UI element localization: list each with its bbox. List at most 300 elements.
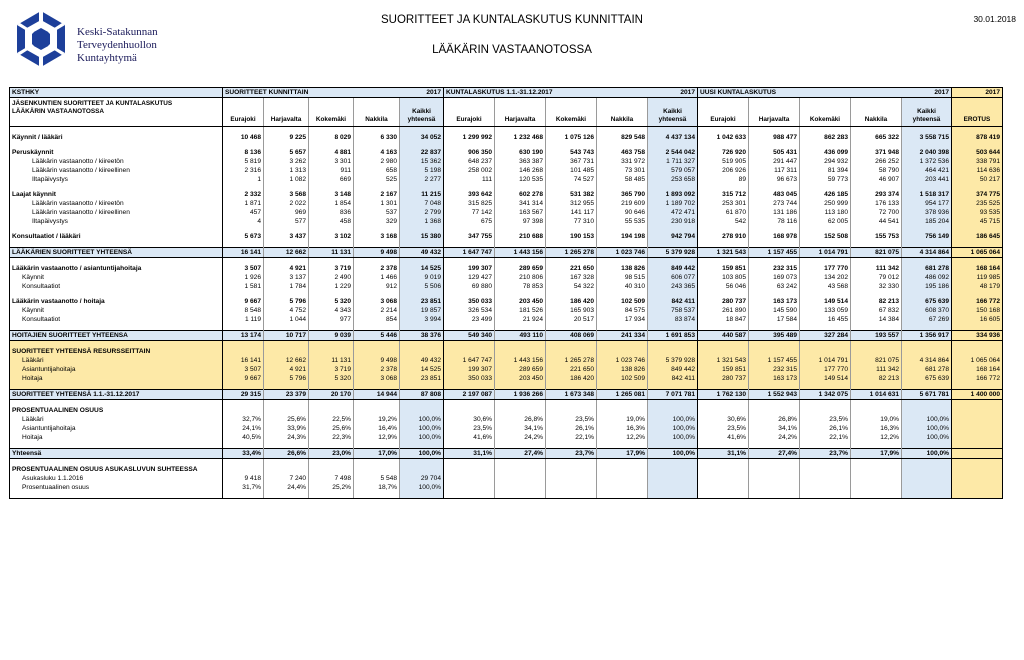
row-label: Iltapäivystys	[10, 175, 223, 184]
table-cell	[851, 465, 902, 474]
table-cell: 44 541	[851, 217, 902, 226]
table-cell: 23,5%	[444, 424, 495, 433]
table-cell: 26,1%	[546, 424, 597, 433]
table-cell: 50 217	[952, 175, 1003, 184]
table-cell: 46 907	[851, 175, 902, 184]
table-cell: 8 136	[223, 148, 264, 157]
table-cell	[264, 406, 309, 415]
table-cell: 9 498	[354, 248, 400, 258]
table-cell: 177 770	[800, 264, 851, 273]
table-cell	[309, 406, 354, 415]
table-cell: 5 819	[223, 157, 264, 166]
table-row	[10, 390, 1003, 400]
table-cell: 9 039	[309, 331, 354, 341]
table-cell: 842 411	[648, 374, 698, 383]
table-cell: 280 737	[698, 297, 749, 306]
table-cell: 166 772	[952, 374, 1003, 383]
table-cell: 5 320	[309, 297, 354, 306]
table-cell: 1 581	[223, 282, 264, 291]
table-cell: 486 092	[902, 273, 952, 282]
table-row	[10, 424, 1003, 433]
table-cell: 17,9%	[597, 449, 648, 459]
table-cell: 1 356 917	[902, 331, 952, 341]
column-header: EROTUS	[952, 98, 1003, 127]
table-cell	[495, 492, 546, 499]
table-cell	[851, 406, 902, 415]
row-label: Käynnit	[10, 306, 223, 315]
table-cell: 22 837	[400, 148, 444, 157]
table-cell: 1 711 327	[648, 157, 698, 166]
table-cell: 5 657	[264, 148, 309, 157]
table-cell	[648, 483, 698, 492]
table-cell	[597, 483, 648, 492]
row-label: Lääkärin vastaanotto / kiireetön	[10, 199, 223, 208]
table-cell: 31,7%	[223, 483, 264, 492]
table-cell: 169 073	[749, 273, 800, 282]
table-cell: 34,1%	[749, 424, 800, 433]
table-cell: 119 985	[952, 273, 1003, 282]
table-cell: 195 186	[902, 282, 952, 291]
table-cell: 149 514	[800, 374, 851, 383]
table-cell	[698, 406, 749, 415]
row-label: Yhteensä	[10, 449, 223, 459]
table-cell: 371 948	[851, 148, 902, 157]
table-cell: 138 826	[597, 365, 648, 374]
table-cell: 829 548	[597, 133, 648, 142]
table-cell: 363 387	[495, 157, 546, 166]
table-cell: 14 525	[400, 365, 444, 374]
table-cell: 74 527	[546, 175, 597, 184]
table-cell: 22,5%	[309, 415, 354, 424]
table-cell	[309, 492, 354, 499]
column-header-row	[10, 98, 1003, 127]
table-cell: 5 379 928	[648, 248, 698, 258]
table-cell: 608 370	[902, 306, 952, 315]
table-cell: 315 712	[698, 190, 749, 199]
table-cell: 131 186	[749, 208, 800, 217]
table-cell	[309, 465, 354, 474]
table-cell: 62 005	[800, 217, 851, 226]
table-cell	[400, 406, 444, 415]
table-cell	[597, 406, 648, 415]
row-label: Hoitaja	[10, 433, 223, 442]
table-cell: 758 537	[648, 306, 698, 315]
table-cell	[902, 483, 952, 492]
row-label: Konsultaatiot	[10, 315, 223, 324]
table-cell: 1 157 455	[749, 248, 800, 258]
table-cell: 149 514	[800, 297, 851, 306]
table-cell: 19,0%	[597, 415, 648, 424]
table-cell: 338 791	[952, 157, 1003, 166]
table-cell	[495, 465, 546, 474]
table-cell: 194 198	[597, 232, 648, 241]
table-cell: 14 384	[851, 315, 902, 324]
table-cell: 1 313	[264, 166, 309, 175]
row-label: Konsultaatiot / lääkäri	[10, 232, 223, 241]
table-cell	[952, 415, 1003, 424]
table-cell	[354, 492, 400, 499]
table-cell: 1	[223, 175, 264, 184]
column-header: Kokemäki	[309, 98, 354, 127]
report-header	[0, 0, 1024, 88]
table-cell: 329	[354, 217, 400, 226]
table-cell: 531 382	[546, 190, 597, 199]
table-cell: 24,2%	[495, 433, 546, 442]
table-cell: 100,0%	[648, 449, 698, 459]
table-cell: 58 790	[851, 166, 902, 175]
header-year-2: 2017	[648, 88, 698, 98]
table-cell	[952, 424, 1003, 433]
table-cell: 1 647 747	[444, 248, 495, 258]
row-label: Lääkärin vastaanotto / asiantuntijahoitaja	[10, 264, 223, 273]
table-cell: 630 190	[495, 148, 546, 157]
table-cell	[546, 483, 597, 492]
table-cell: 16 605	[952, 315, 1003, 324]
table-cell: 185 204	[902, 217, 952, 226]
table-cell: 100,0%	[400, 415, 444, 424]
table-cell: 181 526	[495, 306, 546, 315]
table-cell: 17,9%	[851, 449, 902, 459]
table-cell: 219 609	[597, 199, 648, 208]
column-header: Kaikki yhteensä	[400, 98, 444, 127]
table-cell: 19 857	[400, 306, 444, 315]
table-cell: 81 394	[800, 166, 851, 175]
header-year-4: 2017	[952, 88, 1003, 98]
table-cell: 1 023 746	[597, 356, 648, 365]
table-cell: 241 334	[597, 331, 648, 341]
table-cell: 549 340	[444, 331, 495, 341]
table-cell: 1 936 266	[495, 390, 546, 400]
table-cell: 365 790	[597, 190, 648, 199]
table-cell: 440 587	[698, 331, 749, 341]
table-cell: 681 278	[902, 264, 952, 273]
table-cell	[648, 406, 698, 415]
table-cell: 261 890	[698, 306, 749, 315]
table-cell: 542	[698, 217, 749, 226]
table-cell: 165 903	[546, 306, 597, 315]
table-cell: 12 662	[264, 356, 309, 365]
table-cell: 82 213	[851, 374, 902, 383]
table-cell: 493 110	[495, 331, 546, 341]
table-cell	[400, 492, 444, 499]
table-cell: 25,2%	[309, 483, 354, 492]
table-cell: 25,6%	[264, 415, 309, 424]
table-cell	[264, 347, 309, 356]
table-cell: 250 999	[800, 199, 851, 208]
table-cell: 16 141	[223, 248, 264, 258]
table-cell: 602 278	[495, 190, 546, 199]
table-cell: 326 534	[444, 306, 495, 315]
table-cell: 854	[354, 315, 400, 324]
table-cell: 19,2%	[354, 415, 400, 424]
table-cell: 1 044	[264, 315, 309, 324]
table-cell: 120 535	[495, 175, 546, 184]
top-header-row	[10, 88, 1003, 98]
table-cell: 17 584	[749, 315, 800, 324]
table-cell	[546, 406, 597, 415]
table-cell: 24,1%	[223, 424, 264, 433]
table-cell: 12,9%	[354, 433, 400, 442]
table-cell	[354, 347, 400, 356]
table-cell: 1 119	[223, 315, 264, 324]
table-cell: 24,2%	[749, 433, 800, 442]
table-row	[10, 433, 1003, 442]
table-cell: 159 851	[698, 264, 749, 273]
table-cell: 87 808	[400, 390, 444, 400]
table-cell: 3 168	[354, 232, 400, 241]
table-cell: 537	[354, 208, 400, 217]
table-cell: 525	[354, 175, 400, 184]
table-cell: 12,2%	[851, 433, 902, 442]
table-cell: 78 853	[495, 282, 546, 291]
table-cell: 1 157 455	[749, 356, 800, 365]
table-cell: 1 082	[264, 175, 309, 184]
table-cell	[749, 406, 800, 415]
table-cell: 10 468	[223, 133, 264, 142]
table-cell: 17 934	[597, 315, 648, 324]
table-cell: 4 881	[309, 148, 354, 157]
table-cell: 505 431	[749, 148, 800, 157]
row-label: Iltapäivystys	[10, 217, 223, 226]
table-cell: 203 450	[495, 297, 546, 306]
row-label	[10, 492, 223, 499]
table-cell: 367 731	[546, 157, 597, 166]
table-cell: 30,6%	[698, 415, 749, 424]
table-cell	[749, 465, 800, 474]
table-row	[10, 232, 1003, 241]
table-row	[10, 282, 1003, 291]
table-cell: 426 185	[800, 190, 851, 199]
table-cell: 350 033	[444, 297, 495, 306]
table-cell: 69 880	[444, 282, 495, 291]
table-cell: 9 667	[223, 297, 264, 306]
table-cell	[952, 406, 1003, 415]
table-cell: 32 330	[851, 282, 902, 291]
table-cell	[223, 406, 264, 415]
table-cell: 1 042 633	[698, 133, 749, 142]
table-cell	[851, 474, 902, 483]
table-cell: 89	[698, 175, 749, 184]
table-cell: 167 328	[546, 273, 597, 282]
table-cell: 969	[264, 208, 309, 217]
table-cell: 273 744	[749, 199, 800, 208]
table-cell: 3 148	[309, 190, 354, 199]
table-cell: 1 518 317	[902, 190, 952, 199]
table-cell	[223, 492, 264, 499]
row-label: PROSENTUAALINEN OSUUS	[10, 406, 223, 415]
report-table	[9, 87, 1003, 499]
table-cell: 4 921	[264, 365, 309, 374]
table-cell	[648, 465, 698, 474]
table-cell: 41,6%	[698, 433, 749, 442]
table-cell: 82 213	[851, 297, 902, 306]
table-cell: 2 277	[400, 175, 444, 184]
table-cell: 27,4%	[495, 449, 546, 459]
table-cell: 2 378	[354, 365, 400, 374]
table-cell: 3 068	[354, 374, 400, 383]
table-cell: 436 099	[800, 148, 851, 157]
table-cell: 23,7%	[800, 449, 851, 459]
table-cell: 24,4%	[264, 483, 309, 492]
table-row	[10, 315, 1003, 324]
table-cell: 155 753	[851, 232, 902, 241]
table-cell	[264, 465, 309, 474]
table-cell: 294 932	[800, 157, 851, 166]
table-cell: 849 442	[648, 365, 698, 374]
table-cell: 1 321 543	[698, 248, 749, 258]
column-header: Kaikki yhteensä	[648, 98, 698, 127]
table-cell: 315 825	[444, 199, 495, 208]
table-cell: 2 167	[354, 190, 400, 199]
header-ksthky: KSTHKY	[10, 88, 223, 98]
table-cell: 100,0%	[648, 424, 698, 433]
table-cell: 1 647 747	[444, 356, 495, 365]
table-cell: 2 544 042	[648, 148, 698, 157]
table-cell: 98 515	[597, 273, 648, 282]
table-cell: 341 314	[495, 199, 546, 208]
table-cell: 1 342 075	[800, 390, 851, 400]
table-cell: 168 164	[952, 264, 1003, 273]
table-cell: 31,1%	[444, 449, 495, 459]
table-cell: 34,1%	[495, 424, 546, 433]
table-cell	[354, 465, 400, 474]
column-header: Nakkila	[851, 98, 902, 127]
table-cell: 18 847	[698, 315, 749, 324]
table-cell: 912	[354, 282, 400, 291]
table-cell: 9 019	[400, 273, 444, 282]
table-cell: 2 490	[309, 273, 354, 282]
table-row	[10, 331, 1003, 341]
table-cell: 756 149	[902, 232, 952, 241]
table-cell	[648, 492, 698, 499]
table-cell	[902, 347, 952, 356]
table-cell: 166 772	[952, 297, 1003, 306]
table-cell: 235 525	[952, 199, 1003, 208]
table-cell: 203 450	[495, 374, 546, 383]
table-cell: 2 316	[223, 166, 264, 175]
table-cell: 41,6%	[444, 433, 495, 442]
table-cell: 77 310	[546, 217, 597, 226]
table-cell	[952, 465, 1003, 474]
table-cell: 1 372 536	[902, 157, 952, 166]
table-cell: 836	[309, 208, 354, 217]
table-cell: 49 432	[400, 248, 444, 258]
table-row	[10, 474, 1003, 483]
table-cell: 977	[309, 315, 354, 324]
table-cell: 79 012	[851, 273, 902, 282]
table-cell: 5 796	[264, 297, 309, 306]
table-cell: 100,0%	[400, 433, 444, 442]
table-cell: 472 471	[648, 208, 698, 217]
table-cell: 21 924	[495, 315, 546, 324]
row-label: Asiantuntijahoitaja	[10, 424, 223, 433]
table-cell	[444, 465, 495, 474]
table-cell: 102 509	[597, 374, 648, 383]
table-cell: 78 116	[749, 217, 800, 226]
table-cell: 1 871	[223, 199, 264, 208]
table-cell: 842 411	[648, 297, 698, 306]
table-cell: 33,9%	[264, 424, 309, 433]
table-cell: 232 315	[749, 365, 800, 374]
table-cell	[495, 483, 546, 492]
table-cell: 16 455	[800, 315, 851, 324]
table-cell: 159 851	[698, 365, 749, 374]
row-label: Lääkäri	[10, 415, 223, 424]
table-cell: 133 059	[800, 306, 851, 315]
column-header: Kaikki yhteensä	[902, 98, 952, 127]
table-row	[10, 190, 1003, 199]
table-cell: 9 225	[264, 133, 309, 142]
table-cell: 117 311	[749, 166, 800, 175]
table-cell	[902, 474, 952, 483]
table-cell: 19,0%	[851, 415, 902, 424]
table-cell: 230 918	[648, 217, 698, 226]
table-cell: 48 179	[952, 282, 1003, 291]
table-cell: 1 854	[309, 199, 354, 208]
row-label: Konsultaatiot	[10, 282, 223, 291]
table-cell: 347 755	[444, 232, 495, 241]
table-cell	[952, 474, 1003, 483]
table-cell: 152 508	[800, 232, 851, 241]
table-cell: 199 307	[444, 365, 495, 374]
table-cell: 463 758	[597, 148, 648, 157]
table-cell: 101 485	[546, 166, 597, 175]
table-cell: 374 775	[952, 190, 1003, 199]
table-cell: 1 673 348	[546, 390, 597, 400]
table-cell: 61 870	[698, 208, 749, 217]
table-row	[10, 492, 1003, 499]
table-cell: 206 926	[698, 166, 749, 175]
table-cell: 168 164	[952, 365, 1003, 374]
table-cell: 1 466	[354, 273, 400, 282]
table-cell: 988 477	[749, 133, 800, 142]
table-cell	[546, 465, 597, 474]
table-cell: 102 509	[597, 297, 648, 306]
table-cell: 23,5%	[800, 415, 851, 424]
table-cell: 675 639	[902, 374, 952, 383]
table-cell: 4 314 864	[902, 248, 952, 258]
table-cell: 90 646	[597, 208, 648, 217]
table-cell: 32,7%	[223, 415, 264, 424]
table-cell: 1 893 092	[648, 190, 698, 199]
header-year-1: 2017	[400, 88, 444, 98]
table-cell: 3 437	[264, 232, 309, 241]
table-row	[10, 217, 1003, 226]
table-cell: 23 851	[400, 297, 444, 306]
report-subtitle: LÄÄKÄRIN VASTAANOTOSSA	[432, 44, 592, 56]
table-row	[10, 148, 1003, 157]
table-cell: 821 075	[851, 248, 902, 258]
table-row	[10, 273, 1003, 282]
table-cell: 100,0%	[648, 415, 698, 424]
table-cell: 648 237	[444, 157, 495, 166]
table-cell: 1 014 791	[800, 248, 851, 258]
table-cell: 63 242	[749, 282, 800, 291]
table-cell: 12,2%	[597, 433, 648, 442]
table-cell	[800, 474, 851, 483]
table-cell: 5 446	[354, 331, 400, 341]
table-row	[10, 449, 1003, 459]
table-cell	[952, 492, 1003, 499]
table-cell: 726 920	[698, 148, 749, 157]
table-cell	[952, 483, 1003, 492]
table-cell: 221 650	[546, 365, 597, 374]
row-label: Laajat käynnit	[10, 190, 223, 199]
table-cell: 26,6%	[264, 449, 309, 459]
table-cell: 34 052	[400, 133, 444, 142]
table-cell: 129 427	[444, 273, 495, 282]
row-label: Asiantuntijahoitaja	[10, 365, 223, 374]
